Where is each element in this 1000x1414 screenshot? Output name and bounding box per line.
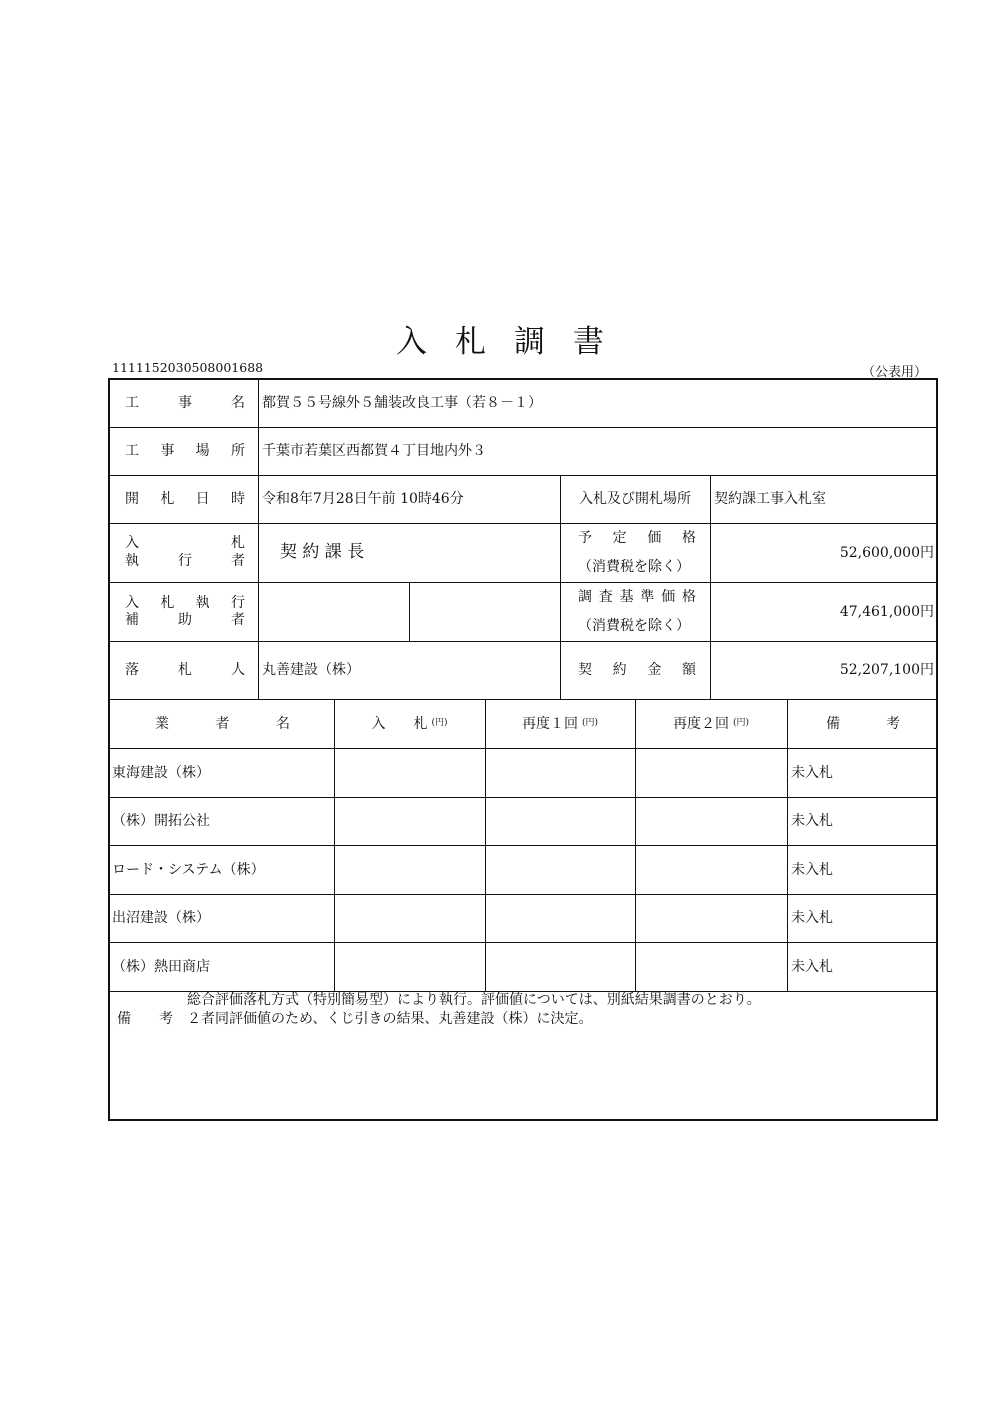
table-row-rebid2: [640, 797, 785, 845]
notes-label: 備 考: [117, 1011, 173, 1027]
table-row-company: （株）開拓公社: [112, 813, 210, 829]
table-row-rebid1: [489, 797, 634, 845]
planned-price-value: 52,600,000円: [839, 544, 934, 561]
column-divider: [409, 582, 410, 641]
column-divider: [710, 475, 711, 699]
table-row-bid: [338, 797, 483, 845]
label-bid-place: 入札及び開札場所: [579, 491, 691, 507]
label-planned-price: 予 定 価 格: [578, 530, 696, 546]
header-bid: 入 札 (円): [371, 715, 448, 732]
label-survey-price: 調 査 基 準 価 格: [578, 589, 696, 605]
table-row-rebid2: [640, 748, 785, 797]
work-place-value: 千葉市若葉区西都賀４丁目地内外３: [262, 443, 486, 459]
notes-line-2: ２者同評価値のため、くじ引きの結果、丸善建設（株）に決定。: [187, 1011, 593, 1027]
table-row-rebid2: [640, 894, 785, 942]
table-row-remarks: 未入札: [791, 813, 833, 829]
open-datetime-value: 令和8年7月28日午前 10時46分: [262, 491, 464, 507]
label-work-place: 工 事 場 所: [125, 443, 245, 459]
table-row-bid: [338, 748, 483, 797]
table-row-bid: [338, 845, 483, 894]
table-row-rebid2: [640, 942, 785, 991]
table-row-remarks: 未入札: [791, 764, 833, 781]
table-row-remarks: 未入札: [791, 958, 833, 975]
table-row-bid: [338, 942, 483, 991]
table-row-remarks: 未入札: [791, 861, 833, 878]
table-row-rebid1: [489, 942, 634, 991]
table-row-remarks: 未入札: [791, 910, 833, 926]
bid-place-value: 契約課工事入札室: [714, 491, 826, 507]
header-company: 業 者 名: [155, 715, 290, 732]
header-rebid-1: 再度１回 (円): [521, 715, 599, 732]
label-work-name: 工 事 名: [125, 394, 245, 411]
table-row-rebid1: [489, 845, 634, 894]
table-row-rebid1: [489, 894, 634, 942]
table-row-company: 東海建設（株）: [112, 764, 210, 781]
label-assistant-bottom: 補 助 者: [125, 612, 245, 628]
label-executor-top: 入 札: [125, 535, 245, 551]
table-row-company: ロード・システム（株）: [112, 861, 265, 878]
survey-price-note: （消費税を除く）: [578, 618, 690, 634]
column-divider: [258, 378, 259, 699]
label-executor-bottom: 執 行 者: [125, 553, 245, 569]
notes-line-1: 総合評価落札方式（特別簡易型）により執行。評価値については、別紙結果調書のとおり。: [187, 992, 761, 1008]
label-assistant-top: 入 札 執 行: [125, 595, 245, 611]
table-row-rebid1: [489, 748, 634, 797]
page-title: 入札調書: [396, 324, 632, 360]
contract-amount-value: 52,207,100円: [839, 662, 934, 678]
header-rebid-2: 再度２回 (円): [672, 715, 750, 732]
label-contract-amount: 契 約 金 額: [578, 662, 696, 678]
winner-value: 丸善建設（株）: [262, 662, 360, 678]
work-name-value: 都賀５５号線外５舗装改良工事（若８－１）: [262, 394, 542, 411]
header-remarks: 備 考: [826, 715, 900, 732]
public-label: （公表用）: [861, 365, 927, 380]
executor-value: 契 約 課 長: [280, 542, 365, 562]
label-open-datetime: 開 札 日 時: [125, 491, 245, 507]
table-row-company: （株）熱田商店: [112, 958, 210, 975]
label-winner: 落 札 人: [125, 662, 245, 678]
survey-price-value: 47,461,000円: [839, 603, 934, 620]
table-row-bid: [338, 894, 483, 942]
planned-price-note: （消費税を除く）: [578, 559, 690, 575]
table-row-company: 出沼建設（株）: [112, 910, 210, 926]
column-divider: [787, 699, 788, 991]
document-code: 1111152030508001688: [112, 360, 264, 375]
table-row-rebid2: [640, 845, 785, 894]
